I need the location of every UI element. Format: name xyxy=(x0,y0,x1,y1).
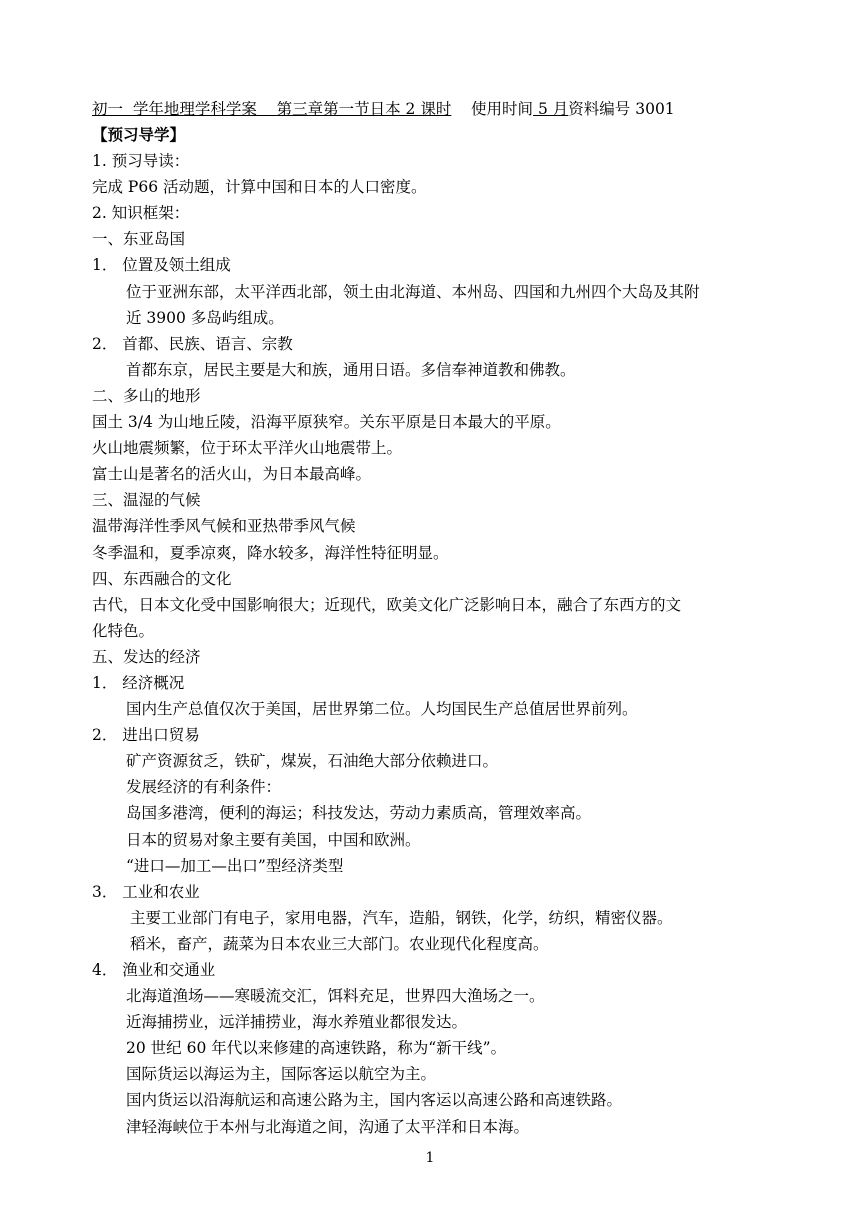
chapter-heading-3: 三、温湿的气候 xyxy=(92,491,201,510)
text-trade-5: “进口—加工—出口”型经济类型 xyxy=(126,856,344,875)
chapter-heading-2: 二、多山的地形 xyxy=(92,386,201,405)
text-capital: 首都东京，居民主要是大和族，通用日语。多信奉神道教和佛教。 xyxy=(126,360,576,379)
subheading-industry: 3． 工业和农业 xyxy=(92,882,200,901)
text-trade-4: 日本的贸易对象主要有美国，中国和欧洲。 xyxy=(126,830,421,849)
text-transport-3: 国内货运以沿海航运和高速公路为主，国内客运以高速公路和高速铁路。 xyxy=(126,1091,623,1110)
header-doc-number: 资料编号 3001 xyxy=(568,100,675,118)
text-climate-1: 温带海洋性季风气候和亚热带季风气候 xyxy=(92,517,356,536)
text-climate-2: 冬季温和，夏季凉爽，降水较多，海洋性特征明显。 xyxy=(92,543,449,562)
preview-text: 完成 P66 活动题，计算中国和日本的人口密度。 xyxy=(92,178,427,197)
page-number: 1 xyxy=(425,1150,435,1166)
preview-heading: 1. 预习导读： xyxy=(92,152,190,171)
text-culture-2: 化特色。 xyxy=(92,621,155,640)
header-time-label: 使用时间 xyxy=(471,100,534,118)
header-grade: 初一 xyxy=(92,100,124,118)
text-trade-3: 岛国多港湾，便利的海运；科技发达，劳动力素质高，管理效率高。 xyxy=(126,804,592,823)
text-fishery-1: 北海道渔场——寒暖流交汇，饵料充足，世界四大渔场之一。 xyxy=(126,987,545,1006)
header-time-value: 5 月 xyxy=(538,100,569,118)
header-lesson: 第三章第一节日本 2 课时 xyxy=(276,100,452,118)
chapter-heading-4: 四、东西融合的文化 xyxy=(92,569,232,588)
text-trade-2: 发展经济的有利条件： xyxy=(126,778,282,797)
header-subject: 学年地理学科学案 xyxy=(132,100,257,118)
text-trade-1: 矿产资源贫乏，铁矿，煤炭，石油绝大部分依赖进口。 xyxy=(126,752,499,771)
text-transport-1: 20 世纪 60 年代以来修建的高速铁路，称为“新干线”。 xyxy=(126,1039,507,1058)
text-transport-2: 国际货运以海运为主，国际客运以航空为主。 xyxy=(126,1065,437,1084)
text-fishery-2: 近海捕捞业，远洋捕捞业，海水养殖业都很发达。 xyxy=(126,1013,468,1032)
text-terrain-3: 富士山是著名的活火山，为日本最高峰。 xyxy=(92,465,372,484)
text-industry-2: 稻米，畜产，蔬菜为日本农业三大部门。农业现代化程度高。 xyxy=(130,934,549,953)
chapter-heading-5: 五、发达的经济 xyxy=(92,647,201,666)
text-location-1: 位于亚洲东部，太平洋西北部，领土由北海道、本州岛、四国和九州四个大岛及其附 xyxy=(126,282,700,301)
text-transport-4: 津轻海峡位于本州与北海道之间，沟通了太平洋和日本海。 xyxy=(126,1117,530,1136)
subheading-capital: 2． 首都、民族、语言、宗教 xyxy=(92,334,293,353)
subheading-fishery: 4． 渔业和交通业 xyxy=(92,961,216,979)
chapter-heading-1: 一、东亚岛国 xyxy=(92,230,186,249)
text-industry-1: 主要工业部门有电子，家用电器，汽车，造船，钢铁，化学，纺织，精密仪器。 xyxy=(130,908,673,927)
subheading-trade: 2． 进出口贸易 xyxy=(92,726,200,745)
text-terrain-1: 国土 3/4 为山地丘陵，沿海平原狭窄。关东平原是日本最大的平原。 xyxy=(92,413,561,432)
text-culture-1: 古代，日本文化受中国影响很大；近现代，欧美文化广泛影响日本，融合了东西方的文 xyxy=(92,595,682,614)
subheading-economy: 1． 经济概况 xyxy=(92,673,185,692)
section-title: 【预习导学】 xyxy=(92,125,186,144)
document-header xyxy=(92,96,782,122)
framework-heading: 2. 知识框架： xyxy=(92,204,190,223)
document-body xyxy=(92,96,782,1140)
text-terrain-2: 火山地震频繁，位于环太平洋火山地震带上。 xyxy=(92,439,403,458)
text-economy: 国内生产总值仅次于美国，居世界第二位。人均国民生产总值居世界前列。 xyxy=(126,700,638,719)
text-location-2: 近 3900 多岛屿组成。 xyxy=(126,308,284,327)
subheading-location: 1． 位置及领土组成 xyxy=(92,256,231,275)
